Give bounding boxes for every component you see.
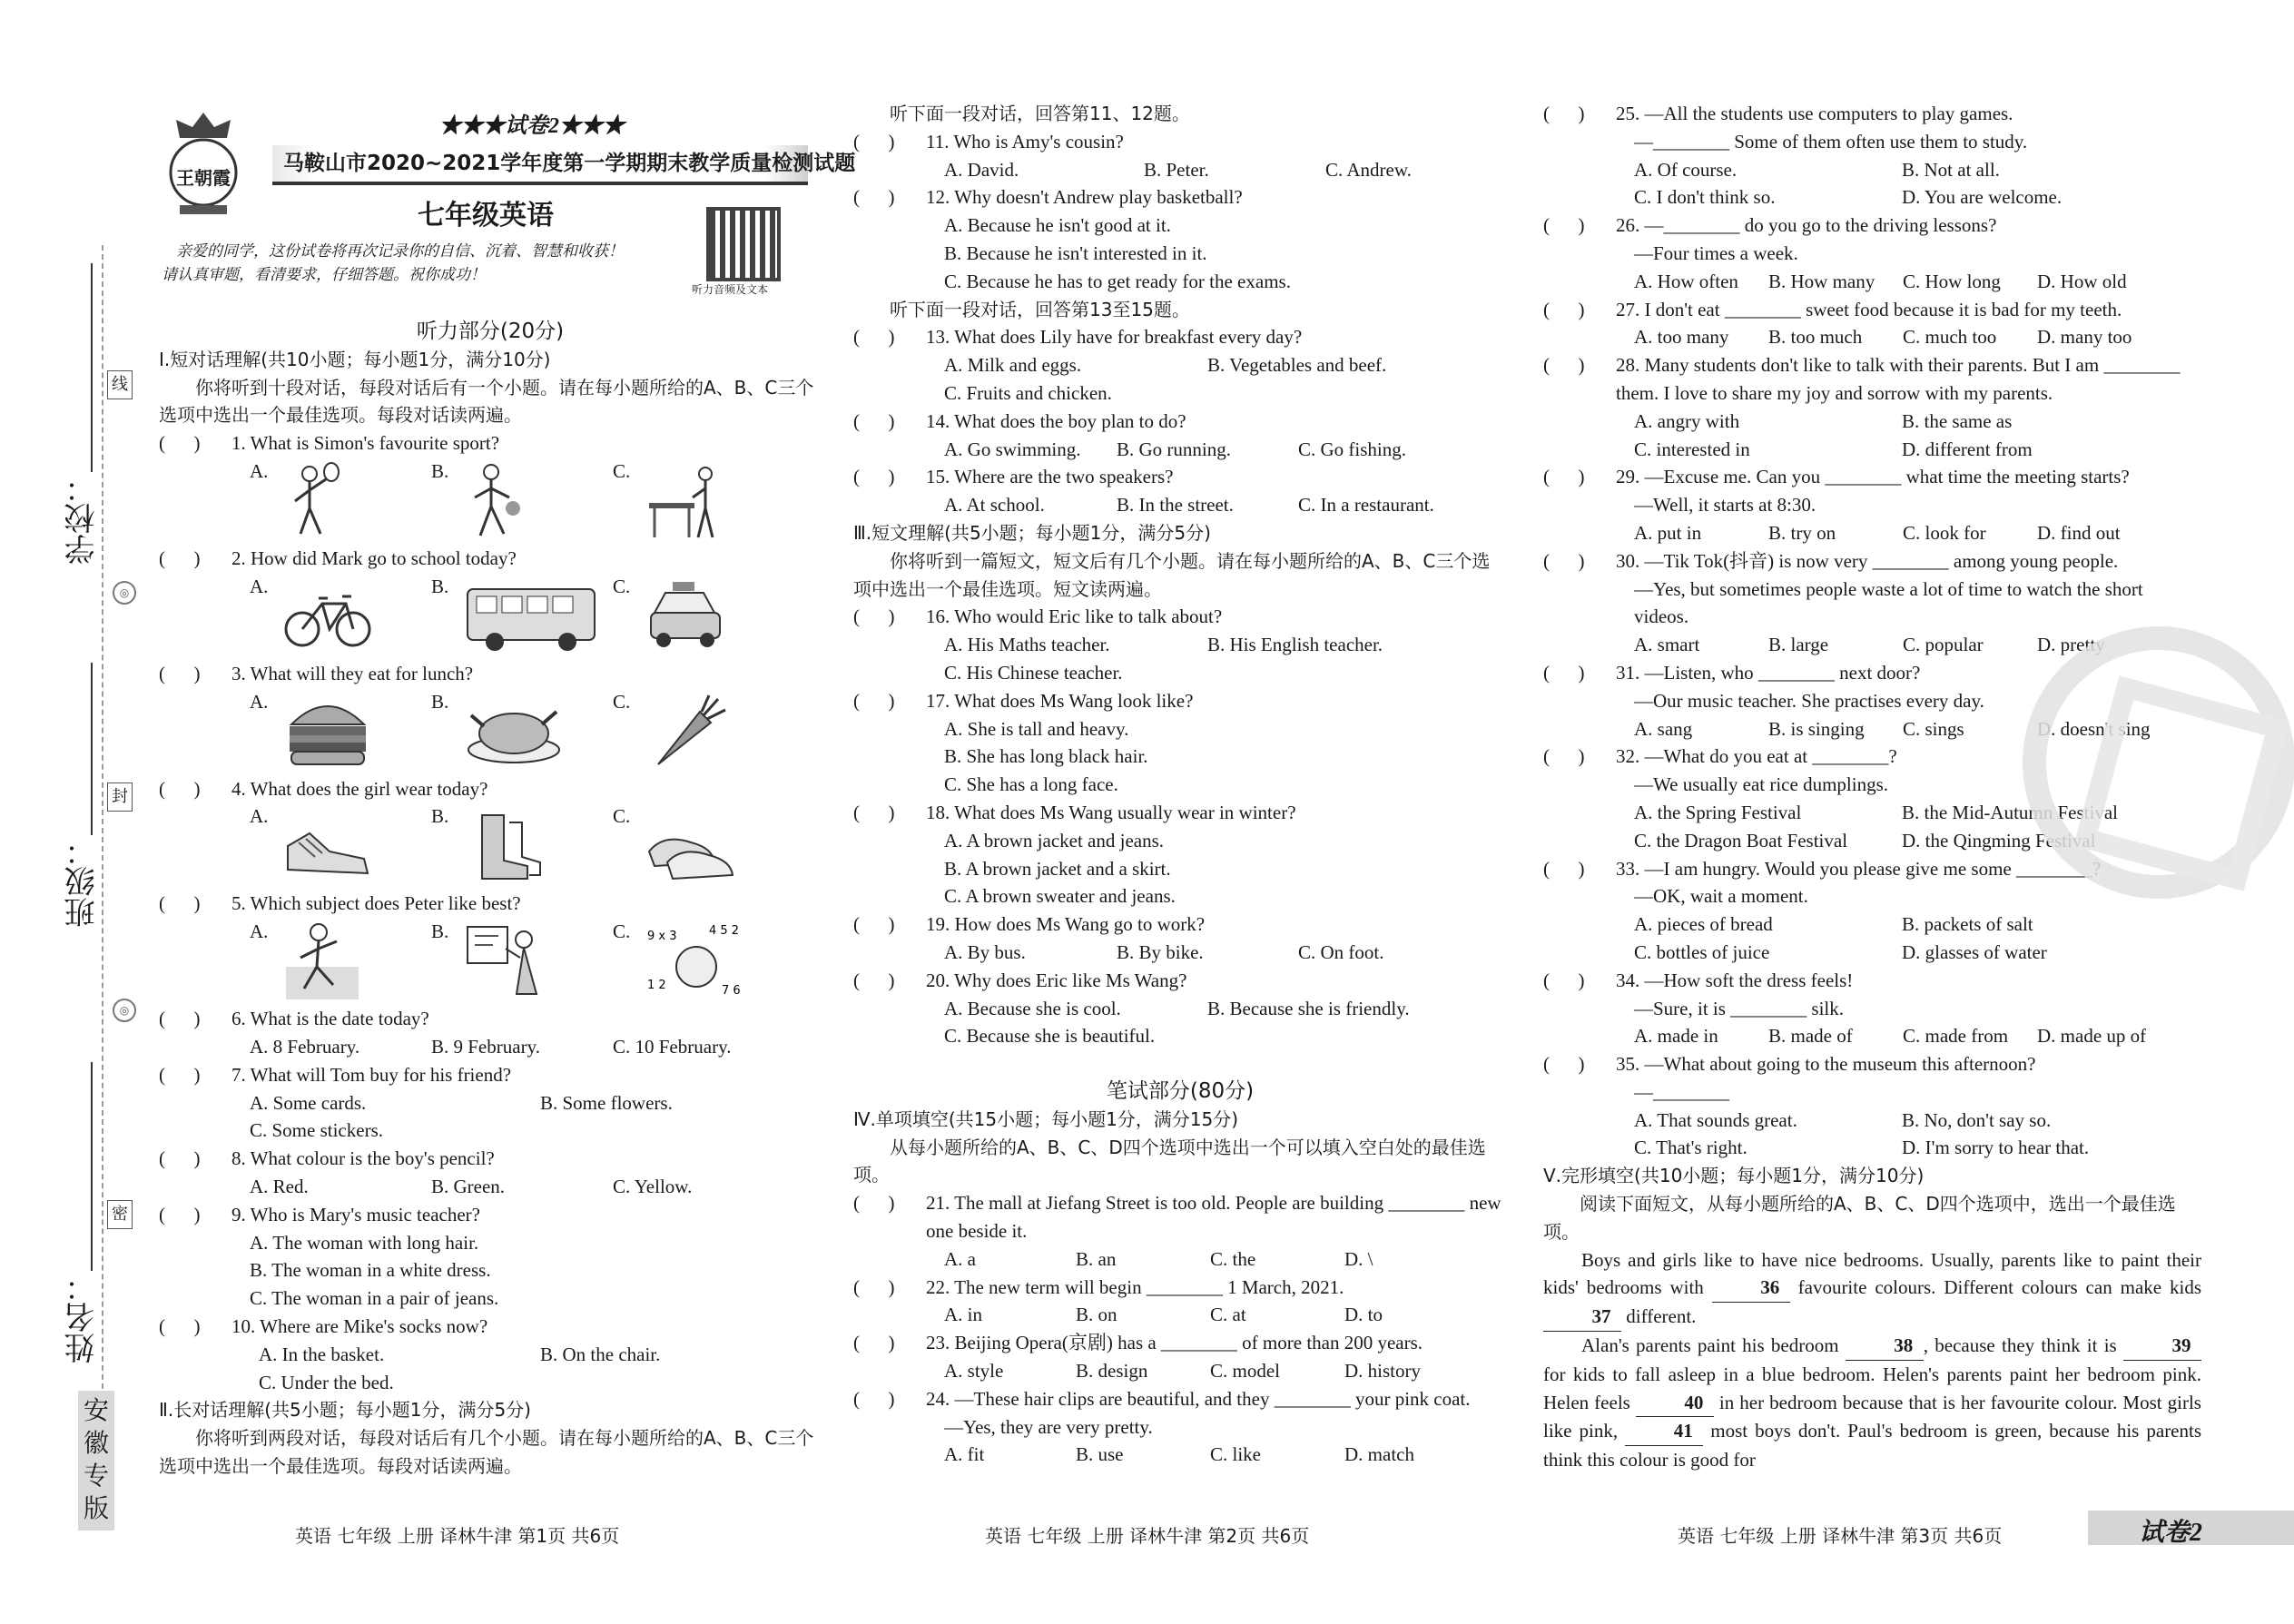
option-a[interactable]: A. too many — [1634, 326, 1729, 349]
answer-box[interactable]: ( ) — [853, 186, 895, 209]
paper-tag-text: 试卷2 — [2139, 1519, 2203, 1547]
option-a[interactable]: A. smart — [1634, 634, 1700, 656]
table-tennis-icon — [645, 461, 727, 543]
section-5-instructions: 阅读下面短文，从每小题所给的A、B、C、D四个选项中，选出一个最佳选项。 — [1543, 1193, 2176, 1243]
option-c[interactable]: C. His Chinese teacher. — [944, 661, 1123, 684]
bus-icon — [464, 576, 600, 658]
answer-box[interactable]: ( ) — [853, 466, 895, 488]
question-23: ( ) 23. Beijing Opera(京剧) has a ________ of more than 200 years. — [853, 1329, 1507, 1357]
option-c[interactable]: C. the — [1210, 1247, 1256, 1270]
greeting-line-2: 请认真审题，看清要求，仔细答题。祝你成功！ — [162, 266, 486, 284]
option-a[interactable]: A. — [250, 802, 431, 890]
option-a[interactable]: A. She is tall and heavy. — [944, 717, 1129, 740]
option-b[interactable]: B. packets of salt — [1902, 913, 2033, 936]
question-14: ( ) 14. What does the boy plan to do? — [853, 408, 1507, 436]
section-1-instructions: 你将听到十段对话，每段对话后有一个小题。请在每小题所给的A、B、C三个选项中选出一个最佳选项。每段对话读两遍。 — [159, 376, 814, 427]
option-b[interactable]: B. How many — [1768, 270, 1876, 292]
boots-icon — [464, 806, 555, 888]
option-c[interactable]: C. the Dragon Boat Festival — [1634, 829, 1848, 851]
answer-box[interactable]: ( ) — [159, 1008, 201, 1030]
option-c[interactable]: C. popular — [1903, 634, 1984, 656]
question-16: ( ) 16. Who would Eric like to talk about? — [853, 603, 1507, 631]
answer-box[interactable]: ( ) — [853, 326, 895, 349]
answer-box[interactable]: ( ) — [1543, 354, 1585, 377]
secret-seal-watermark-icon — [2023, 626, 2294, 899]
column-1 — [159, 318, 822, 1481]
question-24: ( ) 24. —These hair clips are beautiful, and they ________ your pink coat. — [853, 1385, 1507, 1413]
answer-box[interactable]: ( ) — [853, 130, 895, 153]
option-c[interactable]: C. — [613, 688, 794, 775]
option-c[interactable]: C. In a restaurant. — [1298, 494, 1434, 517]
cloze-blank-37[interactable]: 37 — [1543, 1303, 1621, 1332]
question-22: ( ) 22. The new term will begin ________ 1 March, 2021. — [853, 1274, 1507, 1302]
option-a[interactable]: A. 8 February. — [250, 1035, 360, 1058]
answer-box[interactable]: ( ) — [159, 662, 201, 684]
option-b[interactable]: B. an — [1076, 1247, 1117, 1270]
answer-box[interactable]: ( ) — [159, 892, 201, 915]
brand-logo-icon — [158, 107, 249, 216]
class-field[interactable] — [91, 663, 93, 835]
binding-margin — [0, 0, 130, 1624]
question-27: ( ) 27. I don't eat ________ sweet food because it is bad for my teeth. — [1543, 296, 2201, 324]
option-b[interactable]: B. — [431, 573, 613, 660]
option-c[interactable]: C. Fruits and chicken. — [944, 381, 1112, 404]
option-c[interactable]: C. Because he has to get ready for the exams. — [944, 270, 1291, 292]
option-a[interactable]: A. put in — [1634, 521, 1702, 544]
option-b[interactable]: B. — [431, 918, 613, 1005]
maths-boy-icon — [645, 921, 745, 1003]
option-b[interactable]: B. She has long black hair. — [944, 745, 1148, 768]
svg-text:9 x 3: 9 x 3 — [647, 930, 677, 944]
question-32: ( ) 32. —What do you eat at ________? — [1543, 743, 2201, 771]
section-3-instructions: 你将听到一篇短文，短文后有几个小题。请在每小题所给的A、B、C三个选项中选出一个最佳选项。短文读两遍。 — [853, 549, 1491, 600]
q3-picture-options — [159, 688, 822, 775]
question-5: ( ) 5. Which subject does Peter like best? — [159, 890, 822, 918]
option-a[interactable]: A. — [250, 918, 431, 1005]
question-15: ( ) 15. Where are the two speakers? — [853, 463, 1507, 491]
option-a[interactable]: A. — [250, 573, 431, 660]
option-b[interactable]: B. too much — [1768, 326, 1863, 349]
option-a[interactable]: A. A brown jacket and jeans. — [944, 829, 1165, 851]
writing-title: 笔试部分(80分) — [1106, 1079, 1255, 1104]
option-d[interactable]: D. match — [1344, 1443, 1414, 1466]
binding-hole-icon: ◎ — [113, 581, 136, 605]
option-d[interactable]: D. pretty — [2037, 634, 2105, 656]
reply-line: —Yes, but sometimes people waste a lot of time to watch the short videos. — [1634, 577, 2143, 628]
binding-dashed-line — [102, 245, 103, 1407]
cloze-paragraph-1: Boys and girls like to have nice bedrooms. Usually, parents like to paint their kids' bedrooms with 36 favourite colours. Different colours can make kids 37 different. — [1543, 1246, 2201, 1332]
qr-caption: 听力音频及文本 — [692, 283, 769, 296]
option-b[interactable]: B. In the street. — [1117, 494, 1234, 517]
option-a[interactable]: A. His Maths teacher. — [944, 634, 1110, 656]
option-d[interactable]: D. history — [1344, 1360, 1421, 1383]
seal-mark-line: 线 — [107, 370, 133, 399]
reply-line: —Yes, they are very pretty. — [944, 1415, 1153, 1438]
section-2-title: Ⅱ.长对话理解(共5小题；每小题1分，满分5分) — [159, 1399, 531, 1422]
option-a[interactable]: A. That sounds great. — [1634, 1108, 1797, 1131]
option-c[interactable]: C. On foot. — [1298, 940, 1384, 963]
option-c[interactable]: C. Under the bed. — [259, 1371, 394, 1393]
answer-box[interactable]: ( ) — [1543, 661, 1585, 684]
reply-line: —________ — [1634, 1080, 1729, 1103]
section-1-title: Ⅰ.短对话理解(共10小题；每小题1分，满分10分) — [159, 348, 551, 370]
question-28: ( ) 28. Many students don't like to talk with their parents. But I am ________ them. I love to share my joy and sorrow with my parents. — [1543, 351, 2201, 408]
name-label: 姓名： — [64, 1271, 101, 1363]
answer-box[interactable]: ( ) — [159, 546, 201, 569]
question-4: ( ) 4. What does the girl wear today? — [159, 775, 822, 803]
question-8: ( ) 8. What colour is the boy's pencil? — [159, 1145, 822, 1173]
answer-box[interactable]: ( ) — [1543, 1053, 1585, 1076]
option-a[interactable]: A. How often — [1634, 270, 1738, 292]
question-10: ( ) 10. Where are Mike's socks now? — [159, 1313, 822, 1341]
answer-box[interactable]: ( ) — [159, 1203, 201, 1225]
answer-box[interactable]: ( ) — [853, 1192, 895, 1215]
listening-title: 听力部分(20分) — [416, 320, 565, 343]
exam-title-banner — [272, 145, 856, 185]
option-a[interactable]: A. Red. — [250, 1175, 309, 1197]
cloze-blank-38[interactable]: 38 — [1846, 1332, 1924, 1361]
q1-picture-options — [159, 458, 822, 545]
question-19: ( ) 19. How does Ms Wang go to work? — [853, 910, 1507, 939]
svg-text:4 5 2: 4 5 2 — [709, 924, 740, 939]
option-a[interactable]: A. sang — [1634, 717, 1693, 740]
q2-picture-options — [159, 573, 822, 660]
option-d[interactable]: D. find out — [2037, 521, 2121, 544]
option-c[interactable]: C. at — [1210, 1304, 1246, 1326]
brand-logo: 王朝霞 — [158, 107, 249, 216]
reply-line: —Our music teacher. She practises every day. — [1634, 689, 1984, 712]
option-a[interactable]: A. David. — [944, 158, 1019, 181]
option-a[interactable]: A. Of course. — [1634, 158, 1738, 181]
option-d[interactable]: D. glasses of water — [1902, 940, 2047, 963]
option-b[interactable]: B. Some flowers. — [540, 1091, 673, 1114]
answer-box[interactable]: ( ) — [1543, 745, 1585, 768]
option-c[interactable]: C. interested in — [1634, 438, 1750, 460]
cloze-paragraph-2: Alan's parents paint his bedroom 38 , because they think it is 39 for kids to fall asleep in a blue bedroom. Helen's parents paint her bedroom pink. Helen feels 40 in her bedroom because that is her favourite colour. Most girls like pink, 41 most boys don't. Paul's bedroom is green, because his parents think this colour is good for — [1543, 1332, 2201, 1474]
seal-mark-seal: 封 — [107, 782, 133, 812]
option-a[interactable]: A. in — [944, 1304, 982, 1326]
answer-box[interactable]: ( ) — [853, 1387, 895, 1410]
option-c[interactable]: C. That's right. — [1634, 1137, 1748, 1159]
option-d[interactable]: D. \ — [1344, 1247, 1373, 1270]
question-6: ( ) 6. What is the date today? — [159, 1005, 822, 1033]
seal-mark-secret: 密 — [107, 1200, 133, 1229]
question-12: ( ) 12. Why doesn't Andrew play basketball? — [853, 183, 1507, 212]
option-c[interactable]: C. A brown sweater and jeans. — [944, 885, 1176, 908]
option-a[interactable]: A. At school. — [944, 494, 1045, 517]
question-26: ( ) 26. —________ do you go to the driving lessons? — [1543, 212, 2201, 240]
school-label: 学校： — [64, 472, 101, 565]
reply-line: —Sure, it is ________ silk. — [1634, 997, 1845, 1019]
answer-box[interactable]: ( ) — [1543, 298, 1585, 320]
option-b[interactable]: B. A brown jacket and a skirt. — [944, 857, 1171, 880]
option-b[interactable]: B. — [431, 458, 613, 545]
question-18: ( ) 18. What does Ms Wang usually wear in winter? — [853, 799, 1507, 827]
edition-badge: 安徽专版 — [78, 1391, 114, 1530]
svg-text:1 2: 1 2 — [647, 979, 666, 993]
option-b[interactable]: B. the Mid-Autumn Festival — [1902, 801, 2118, 823]
question-34: ( ) 34. —How soft the dress feels! — [1543, 967, 2201, 995]
option-b[interactable]: B. His English teacher. — [1207, 634, 1383, 656]
paper-tag — [2088, 1511, 2294, 1545]
answer-box[interactable]: ( ) — [1543, 857, 1585, 880]
option-a[interactable]: A. In the basket. — [259, 1343, 385, 1365]
answer-box[interactable]: ( ) — [853, 913, 895, 936]
option-b[interactable]: B. — [431, 802, 613, 890]
exam-title: 马鞍山市2020~2021学年度第一学期期末教学质量检测试题 — [283, 152, 856, 175]
section-5-title: Ⅴ.完形填空(共10小题；每小题1分，满分10分) — [1543, 1165, 1925, 1187]
cloze-passage — [1543, 1246, 2201, 1474]
cloze-blank-40[interactable]: 40 — [1636, 1389, 1714, 1418]
answer-box[interactable]: ( ) — [853, 969, 895, 991]
option-b[interactable]: B. Green. — [431, 1175, 506, 1197]
option-b[interactable]: B. Go running. — [1117, 438, 1231, 460]
answer-box[interactable]: ( ) — [853, 801, 895, 823]
running-boy-icon — [282, 921, 364, 1003]
option-b[interactable]: B. made of — [1768, 1025, 1853, 1048]
option-b[interactable]: B. on — [1076, 1304, 1117, 1326]
teacher-blackboard-icon — [464, 921, 555, 1003]
q7-options — [159, 1089, 822, 1117]
question-35: ( ) 35. —What about going to the museum this afternoon? — [1543, 1050, 2201, 1078]
option-d[interactable]: D. to — [1344, 1304, 1383, 1326]
option-c[interactable]: C. like — [1210, 1443, 1261, 1466]
option-b[interactable]: B. — [431, 688, 613, 775]
question-25: ( ) 25. —All the students use computers to play games. — [1543, 100, 2201, 128]
cloze-blank-36[interactable]: 36 — [1712, 1274, 1790, 1303]
answer-box[interactable]: ( ) — [853, 1275, 895, 1298]
option-b[interactable]: B. The woman in a white dress. — [250, 1259, 491, 1282]
question-33: ( ) 33. —I am hungry. Would you please give me some ________? — [1543, 855, 2201, 883]
option-b[interactable]: B. try on — [1768, 521, 1836, 544]
option-c[interactable]: C. 10 February. — [613, 1035, 732, 1058]
q4-picture-options — [159, 802, 822, 890]
question-30: ( ) 30. —Tik Tok(抖音) is now very ________ among young people. — [1543, 547, 2201, 576]
option-c[interactable]: C. — [613, 573, 794, 660]
question-13: ( ) 13. What does Lily have for breakfast every day? — [853, 323, 1507, 351]
hamburger-icon — [282, 692, 373, 773]
option-a[interactable]: A. angry with — [1634, 409, 1740, 432]
option-b[interactable]: B. Peter. — [1144, 158, 1209, 181]
question-17: ( ) 17. What does Ms Wang look like? — [853, 687, 1507, 715]
option-d[interactable]: D. I'm sorry to hear that. — [1902, 1137, 2090, 1159]
page-footer-1: 英语 七年级 上册 译林牛津 第1页 共6页 — [295, 1525, 620, 1547]
option-b[interactable]: B. large — [1768, 634, 1829, 656]
option-a[interactable]: A. fit — [944, 1443, 985, 1466]
option-d[interactable]: D. the Qingming Festival — [1902, 829, 2096, 851]
option-b[interactable]: B. 9 February. — [431, 1035, 540, 1058]
cloze-blank-41[interactable]: 41 — [1625, 1417, 1703, 1446]
option-a[interactable]: A. By bus. — [944, 940, 1026, 963]
option-d[interactable]: D. many too — [2037, 326, 2132, 349]
option-b[interactable]: B. design — [1076, 1360, 1148, 1383]
answer-box[interactable]: ( ) — [1543, 214, 1585, 237]
option-a[interactable]: A. made in — [1634, 1025, 1718, 1048]
section-4-title: Ⅳ.单项填空(共15小题；每小题1分，满分15分) — [853, 1107, 1239, 1130]
svg-text:7 6: 7 6 — [722, 984, 741, 999]
option-a[interactable]: A. Because she is cool. — [944, 997, 1121, 1019]
carrot-icon — [645, 692, 727, 773]
reply-line: —Four times a week. — [1634, 241, 1798, 264]
paper-header — [145, 100, 856, 309]
option-b[interactable]: B. Because she is friendly. — [1207, 997, 1410, 1019]
question-11: ( ) 11. Who is Amy's cousin? — [853, 128, 1507, 156]
cloze-blank-39[interactable]: 39 — [2123, 1332, 2201, 1361]
option-c[interactable]: C. 9 x 3 4 5 2 1 2 7 6 — [613, 918, 794, 1005]
q5-picture-options — [159, 918, 822, 1005]
question-2: ( ) 2. How did Mark go to school today? — [159, 545, 822, 573]
option-c[interactable]: C. The woman in a pair of jeans. — [250, 1287, 499, 1310]
binding-hole-icon: ◎ — [113, 999, 136, 1022]
section-2-instructions: 你将听到两段对话，每段对话后有几个小题。请在每小题所给的A、B、C三个选项中选出一个最佳选项。每段对话读两遍。 — [159, 1427, 814, 1477]
question-9: ( ) 9. Who is Mary's music teacher? — [159, 1201, 822, 1229]
option-b[interactable]: B. use — [1076, 1443, 1124, 1466]
option-c[interactable]: C. — [613, 458, 794, 545]
question-3: ( ) 3. What will they eat for lunch? — [159, 660, 822, 688]
option-c[interactable]: C. sings — [1903, 717, 1964, 740]
answer-box[interactable]: ( ) — [159, 777, 201, 800]
q10-options — [159, 1341, 822, 1369]
dialogue-2-lead: 听下面一段对话，回答第13至15题。 — [890, 298, 1190, 320]
page-footer-3: 英语 七年级 上册 译林牛津 第3页 共6页 — [1678, 1525, 2003, 1547]
dialogue-1-lead: 听下面一段对话，回答第11、12题。 — [890, 103, 1190, 124]
option-d[interactable]: D. made up of — [2037, 1025, 2147, 1048]
option-d[interactable]: D. different from — [1902, 438, 2033, 460]
name-field[interactable] — [91, 1062, 93, 1271]
question-1: ( ) 1. What is Simon's favourite sport? — [159, 429, 822, 458]
answer-box[interactable]: ( ) — [159, 432, 201, 455]
paper-number: ★★★试卷2★★★ — [439, 114, 625, 138]
question-31: ( ) 31. —Listen, who ________ next door? — [1543, 659, 2201, 687]
option-b[interactable]: B. Because he isn't interested in it. — [944, 241, 1207, 264]
option-b[interactable]: B. the same as — [1902, 409, 2013, 432]
option-c[interactable]: C. Andrew. — [1325, 158, 1412, 181]
qr-code-icon[interactable] — [706, 207, 781, 281]
reply-line: —We usually eat rice dumplings. — [1634, 773, 1888, 796]
answer-box[interactable]: ( ) — [159, 1314, 201, 1337]
answer-box[interactable]: ( ) — [1543, 466, 1585, 488]
sneakers-icon — [282, 806, 373, 888]
answer-box[interactable]: ( ) — [159, 1147, 201, 1170]
q6-options — [159, 1033, 822, 1061]
option-a[interactable]: A. Some cards. — [250, 1091, 367, 1114]
answer-box[interactable]: ( ) — [853, 689, 895, 712]
greeting-line-1: 亲爱的同学，这份试卷将再次记录你的自信、沉着、智慧和收获！ — [176, 242, 624, 261]
option-a[interactable]: A. Go swimming. — [944, 438, 1081, 460]
option-a[interactable]: A. The woman with long hair. — [250, 1231, 479, 1254]
option-b[interactable]: B. On the chair. — [540, 1343, 661, 1365]
question-21: ( ) 21. The mall at Jiefang Street is too old. People are building ________ new one beside it. — [853, 1189, 1507, 1245]
option-b[interactable]: B. is singing — [1768, 717, 1865, 740]
option-d[interactable]: D. How old — [2037, 270, 2127, 292]
option-d[interactable]: D. You are welcome. — [1902, 186, 2063, 209]
option-a[interactable]: A. a — [944, 1247, 976, 1270]
answer-box[interactable]: ( ) — [1543, 969, 1585, 991]
page-footer-2: 英语 七年级 上册 译林牛津 第2页 共6页 — [985, 1525, 1310, 1547]
q11-options — [853, 156, 1507, 184]
section-4-instructions: 从每小题所给的A、B、C、D四个选项中选出一个可以填入空白处的最佳选项。 — [853, 1136, 1486, 1186]
reply-line: —________ Some of them often use them to study. — [1634, 130, 2028, 153]
section-3-title: Ⅲ.短文理解(共5小题；每小题1分，满分5分) — [853, 521, 1211, 544]
answer-box[interactable]: ( ) — [1543, 103, 1585, 124]
option-c[interactable]: C. made from — [1903, 1025, 2009, 1048]
option-c[interactable]: C. — [613, 802, 794, 890]
option-a[interactable]: A. Milk and eggs. — [944, 354, 1082, 377]
answer-box[interactable]: ( ) — [1543, 549, 1585, 572]
bicycle-icon — [282, 576, 373, 658]
option-c[interactable]: C. Yellow. — [613, 1175, 693, 1197]
option-c[interactable]: C. bottles of juice — [1634, 940, 1770, 963]
reply-line: —Well, it starts at 8:30. — [1634, 494, 1816, 517]
option-a[interactable]: A. pieces of bread — [1634, 913, 1773, 936]
option-d[interactable]: D. doesn't sing — [2037, 717, 2151, 740]
question-20: ( ) 20. Why does Eric like Ms Wang? — [853, 967, 1507, 995]
option-c[interactable]: C. much too — [1903, 326, 1997, 349]
answer-box[interactable]: ( ) — [853, 409, 895, 432]
answer-box[interactable]: ( ) — [853, 605, 895, 628]
option-a[interactable]: A. — [250, 458, 431, 545]
option-c[interactable]: C. Because she is beautiful. — [944, 1025, 1156, 1048]
option-b[interactable]: B. By bike. — [1117, 940, 1204, 963]
option-c[interactable]: C. Some stickers. — [250, 1119, 383, 1142]
question-29: ( ) 29. —Excuse me. Can you ________ what time the meeting starts? — [1543, 463, 2201, 491]
taxi-icon — [645, 576, 727, 658]
option-b[interactable]: B. No, don't say so. — [1902, 1108, 2052, 1131]
school-field[interactable] — [91, 263, 93, 472]
subject-title: 七年级英语 — [418, 200, 554, 231]
option-a[interactable]: A. style — [944, 1360, 1004, 1383]
column-2 — [853, 100, 1507, 1469]
roast-chicken-icon — [464, 692, 564, 773]
question-7: ( ) 7. What will Tom buy for his friend? — [159, 1061, 822, 1089]
option-b[interactable]: B. Vegetables and beef. — [1207, 354, 1387, 377]
basketball-player-icon — [464, 461, 527, 543]
option-a[interactable]: A. — [250, 688, 431, 775]
option-b[interactable]: B. Not at all. — [1902, 158, 2000, 181]
answer-box[interactable]: ( ) — [853, 1332, 895, 1354]
option-c[interactable]: C. I don't think so. — [1634, 186, 1776, 209]
tennis-player-icon — [282, 461, 346, 543]
option-a[interactable]: A. the Spring Festival — [1634, 801, 1802, 823]
option-c[interactable]: C. model — [1210, 1360, 1280, 1383]
reply-line: —OK, wait a moment. — [1634, 885, 1808, 908]
option-c[interactable]: C. look for — [1903, 521, 1986, 544]
answer-box[interactable]: ( ) — [159, 1063, 201, 1086]
option-c[interactable]: C. Go fishing. — [1298, 438, 1407, 460]
q8-options — [159, 1173, 822, 1201]
option-c[interactable]: C. She has a long face. — [944, 773, 1118, 796]
option-a[interactable]: A. Because he isn't good at it. — [944, 214, 1171, 237]
shoes-icon — [645, 806, 736, 888]
option-c[interactable]: C. How long — [1903, 270, 2001, 292]
class-label: 班级： — [64, 835, 101, 928]
